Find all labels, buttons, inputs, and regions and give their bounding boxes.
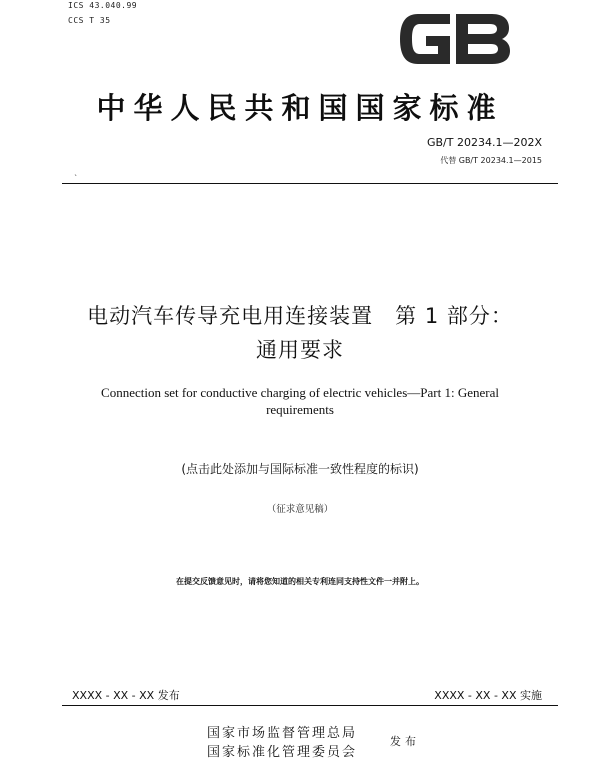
issuer-samr: 国家市场监督管理总局 bbox=[207, 726, 358, 741]
issuer-sac: 国家标准化管理委员会 bbox=[207, 745, 358, 760]
issue-date: XXXX - XX - XX 发布 bbox=[72, 689, 180, 702]
publish-label: 发布 bbox=[390, 735, 420, 748]
ccs-code: CCS T 35 bbox=[68, 16, 111, 25]
bottom-divider bbox=[62, 705, 558, 706]
standard-category-title: 中华人民共和国国家标准 bbox=[96, 91, 504, 125]
chinese-title-line-1: 电动汽车传导充电用连接装置 第 1 部分： bbox=[87, 304, 513, 328]
standard-number: GB/T 20234.1—202X bbox=[426, 136, 542, 149]
ics-code: ICS 43.040.99 bbox=[68, 1, 138, 10]
tick-mark: ` bbox=[74, 174, 78, 183]
english-title-line-1: Connection set for conductive charging of electric vehicles—Part 1: General bbox=[101, 385, 499, 400]
english-title-line-2: requirements bbox=[266, 402, 334, 417]
replaces-note: 代替 GB/T 20234.1—2015 bbox=[440, 156, 542, 165]
chinese-title-line-2: 通用要求 bbox=[256, 338, 344, 362]
draft-status: （征求意见稿） bbox=[266, 504, 334, 515]
top-divider bbox=[62, 183, 558, 184]
implementation-date: XXXX - XX - XX 实施 bbox=[434, 689, 542, 702]
patent-note: 在提交反馈意见时，请将您知道的相关专利连同支持性文件一并附上。 bbox=[176, 576, 424, 586]
gb-logo-icon bbox=[396, 8, 514, 70]
consistency-placeholder: (点击此处添加与国际标准一致性程度的标识) bbox=[181, 462, 419, 476]
